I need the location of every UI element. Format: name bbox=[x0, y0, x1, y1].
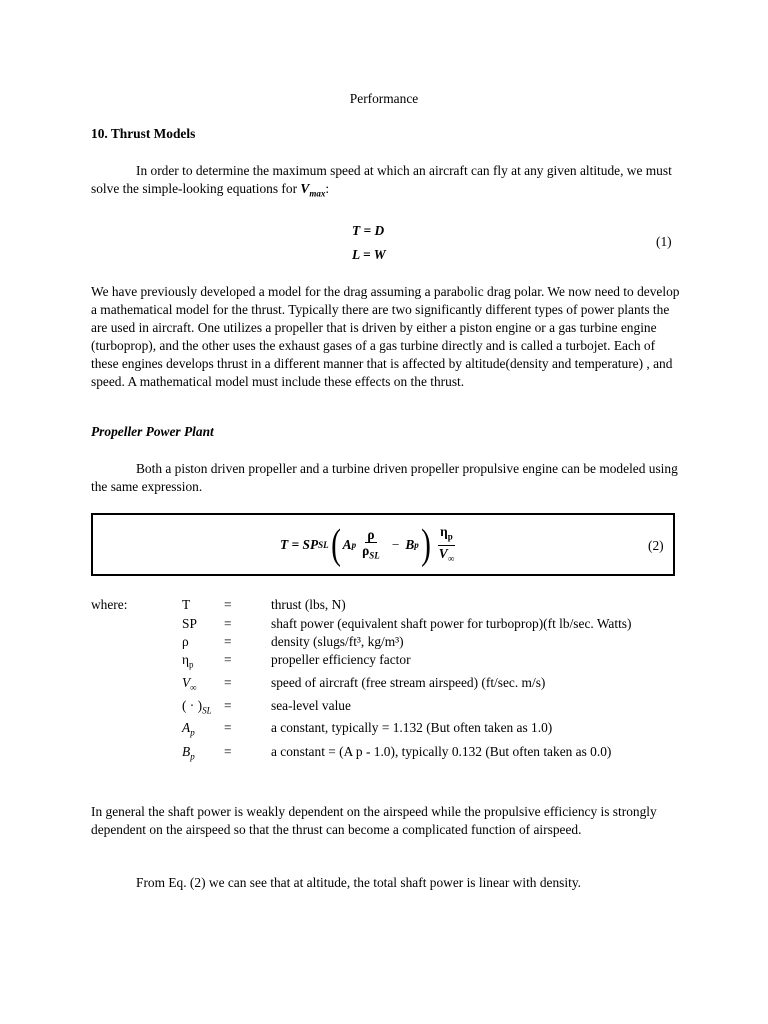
variable-row bbox=[0, 698, 768, 720]
eq2-sp-sub: SL bbox=[318, 540, 329, 550]
variable-symbol-main: V bbox=[182, 675, 191, 690]
eq2-rho-den-wrap bbox=[360, 543, 382, 564]
variable-symbol bbox=[182, 698, 212, 716]
variable-definition: density (slugs/ft³, kg/m³) bbox=[271, 634, 404, 649]
equation-1-line-2: L = W bbox=[352, 247, 386, 262]
eq2-a-sub: p bbox=[351, 540, 357, 550]
eq2-right-paren: ) bbox=[420, 522, 431, 568]
variable-symbol: SP bbox=[182, 616, 197, 631]
vmax-subscript: max bbox=[309, 188, 326, 199]
variable-symbol bbox=[182, 652, 194, 670]
intro-colon: : bbox=[325, 181, 330, 196]
equals-sign: = bbox=[224, 652, 232, 667]
variable-symbol-main: B bbox=[182, 744, 191, 759]
eq2-rho-den-sub: SL bbox=[369, 550, 380, 561]
vmax-symbol: V bbox=[300, 181, 310, 196]
equals-sign: = bbox=[224, 698, 232, 713]
equals-sign: = bbox=[224, 597, 232, 612]
variable-symbol-sub: p bbox=[190, 751, 195, 762]
eq2-rho-den: ρ bbox=[362, 542, 370, 558]
eq2-eta-wrap bbox=[438, 524, 455, 546]
variable-symbol: T bbox=[182, 597, 191, 612]
intro-paragraph bbox=[91, 162, 681, 203]
variable-symbol-sub: p bbox=[189, 659, 194, 670]
propeller-paragraph: Both a piston driven propeller and a turbine driven propeller propulsive engine can be modeled using the same expression. bbox=[91, 461, 678, 494]
variable-symbol-sub: ∞ bbox=[190, 682, 197, 693]
variable-definition: a constant = (A p - 1.0), typically 0.132 (But often taken as 0.0) bbox=[271, 744, 612, 759]
where-label: where: bbox=[91, 597, 128, 612]
variable-symbol bbox=[182, 720, 195, 738]
equals-sign: = bbox=[224, 744, 232, 759]
intro-text: In order to determine the maximum speed at which an aircraft can fly at any given altitude, we must solve the simple-looking equations for bbox=[91, 163, 672, 196]
equals-sign: = bbox=[224, 616, 232, 631]
drag-paragraph: We have previously developed a model for the drag assuming a parabolic drag polar. We now need to develop a mathematical model for the thrust. Typically there are two significantly different types of power plants the are used in aircraft. One utilizes a propeller that is driven by either a piston engine or a gas turbine engine (turboprop), and the other uses the exhaust gases of a gas turbine directly and is called a turbojet. Each of these engines develops thrust in a different manner that is affected by altitude(density and temperature) , and speed. A mathematical model must include these effects on the thrust. bbox=[91, 284, 680, 389]
variable-symbol: ρ bbox=[182, 634, 189, 649]
general-paragraph: In general the shaft power is weakly dependent on the airspeed while the propulsive efficiency is strongly dependent on the airspeed so that the thrust can become a complicated function of airspeed. bbox=[91, 804, 657, 837]
equals-sign: = bbox=[224, 720, 232, 735]
variable-symbol-sub: SL bbox=[202, 705, 212, 716]
equation-1 bbox=[352, 219, 386, 267]
variable-symbol-main: A bbox=[182, 720, 191, 735]
equation-2-number: (2) bbox=[648, 538, 664, 553]
eq2-v: V bbox=[438, 545, 448, 561]
final-paragraph: From Eq. (2) we can see that at altitude, the total shaft power is linear with density. bbox=[136, 875, 581, 890]
variable-symbol-main: ( · ) bbox=[182, 698, 203, 713]
eq2-left-paren: ( bbox=[330, 522, 341, 568]
variable-definition: speed of aircraft (free stream airspeed) (ft/sec. m/s) bbox=[271, 675, 546, 690]
eq2-v-wrap bbox=[437, 546, 456, 567]
eq2-v-sub: ∞ bbox=[447, 553, 455, 564]
page-header: Performance bbox=[349, 91, 419, 106]
variable-row bbox=[0, 652, 768, 674]
variable-symbol bbox=[182, 744, 195, 762]
variable-definition: thrust (lbs, N) bbox=[271, 597, 346, 612]
eq2-efficiency-fraction bbox=[437, 524, 456, 566]
eq2-minus: − bbox=[391, 537, 400, 552]
eq2-a: A bbox=[342, 537, 352, 552]
equation-1-line-1: T = D bbox=[352, 223, 385, 238]
variable-definition: a constant, typically = 1.132 (But often taken as 1.0) bbox=[271, 720, 553, 735]
subsection-title: Propeller Power Plant bbox=[91, 424, 214, 439]
variable-row bbox=[0, 744, 768, 766]
variable-symbol-sub: p bbox=[190, 727, 195, 738]
eq2-eta: η bbox=[440, 523, 448, 539]
variable-definition: propeller efficiency factor bbox=[271, 652, 411, 667]
variable-row bbox=[0, 675, 768, 697]
equals-sign: = bbox=[224, 634, 232, 649]
eq2-b-sub: p bbox=[414, 540, 419, 550]
eq2-eta-sub: p bbox=[447, 531, 453, 542]
equation-2 bbox=[280, 520, 460, 570]
eq2-density-fraction bbox=[360, 527, 382, 564]
variable-definition: sea-level value bbox=[271, 698, 351, 713]
equals-sign: = bbox=[224, 675, 232, 690]
eq2-rho-num: ρ bbox=[367, 526, 375, 542]
variable-symbol-main: η bbox=[182, 652, 190, 667]
eq2-b: B bbox=[405, 537, 415, 552]
variable-row bbox=[0, 720, 768, 742]
section-title: 10. Thrust Models bbox=[91, 126, 196, 141]
variable-definition: shaft power (equivalent shaft power for turboprop)(ft lb/sec. Watts) bbox=[271, 616, 632, 631]
eq2-lhs: T = SP bbox=[280, 537, 319, 552]
variable-symbol bbox=[182, 675, 197, 693]
equation-1-number: (1) bbox=[656, 234, 672, 249]
